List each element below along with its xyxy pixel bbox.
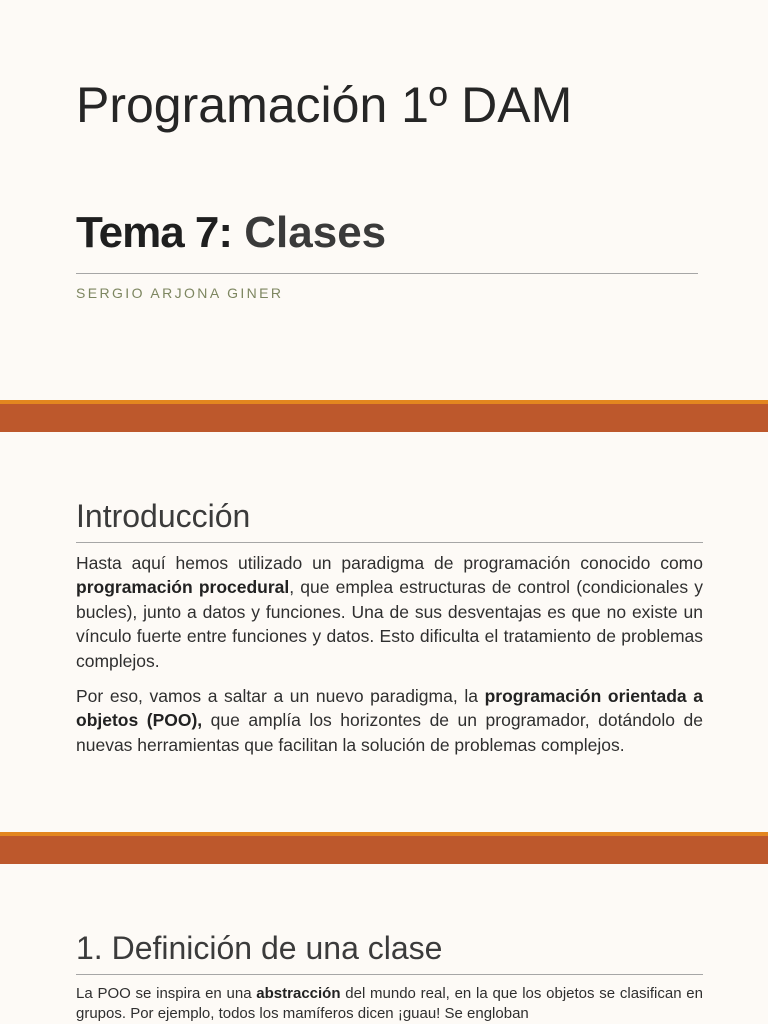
intro-paragraph-2	[76, 684, 703, 757]
topic-title	[76, 208, 386, 258]
title-slide	[0, 0, 768, 400]
bold-term: programación procedural	[76, 577, 290, 598]
bold-term: programación orientada a objetos (POO),	[76, 686, 703, 731]
class-definition-slide	[0, 864, 768, 1024]
slide-separator	[0, 400, 768, 432]
text-run: del mundo real, en la que los objetos se clasifican en grupos. Por ejemplo, todos los mamíferos dicen ¡guau! Se engloban	[76, 985, 703, 1022]
text-run: que amplía los horizontes de un programador, dotándolo de nuevas herramientas que facilitan la solución de problemas complejos.	[76, 710, 703, 755]
intro-slide	[0, 432, 768, 832]
text-run: , que emplea estructuras de control (condicionales y bucles), junto a datos y funciones. Una de sus desventajas es que no existe un vínculo fuerte entre funciones y datos. Esto dificulta el tratamiento de problemas complejos.	[76, 577, 703, 671]
text-run: Hasta aquí hemos utilizado un paradigma de programación conocido como	[76, 553, 703, 573]
intro-paragraph-1	[76, 551, 703, 673]
topic-number: Tema 7:	[76, 208, 233, 257]
text-run: Por eso, vamos a saltar a un nuevo paradigma, la	[76, 686, 485, 706]
presentation-title: Programación 1º DAM	[76, 77, 573, 133]
heading-divider	[76, 542, 703, 543]
section-heading: Introducción	[76, 498, 251, 534]
definition-paragraph	[76, 984, 703, 1024]
heading-divider	[76, 974, 703, 975]
author-name: SERGIO ARJONA GINER	[76, 285, 284, 301]
text-run: La POO se inspira en una	[76, 985, 257, 1002]
topic-name: Clases	[232, 208, 387, 257]
slide-separator	[0, 832, 768, 864]
section-heading: 1. Definición de una clase	[76, 930, 443, 966]
bold-term: abstracción	[256, 985, 341, 1002]
title-divider	[76, 273, 698, 274]
